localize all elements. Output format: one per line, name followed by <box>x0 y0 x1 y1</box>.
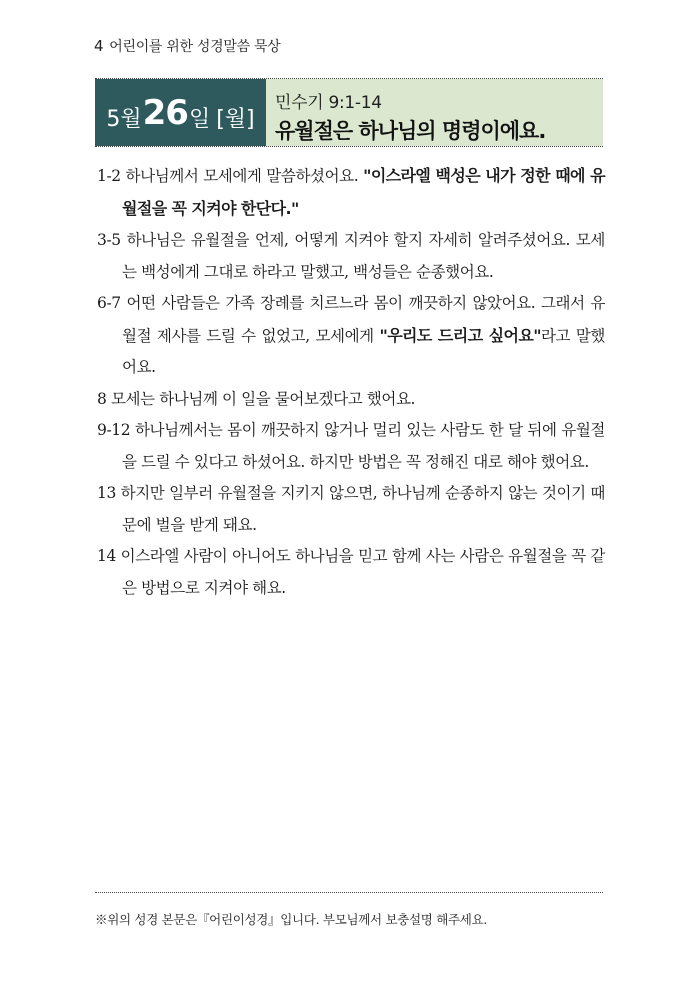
verse-text: 14 이스라엘 사람이 아니어도 하나님을 믿고 함께 사는 사람은 유월절을 꼭 같은 방법으로 지켜야 해요. <box>97 547 605 597</box>
date-day: 26 <box>142 92 188 133</box>
verse-text: 3-5 하나님은 유월절을 언제, 어떻게 지켜야 할지 자세히 알려주셨어요. 모세는 백성에게 그대로 하라고 말했고, 백성들은 순종했어요. <box>97 231 605 281</box>
verse-text: 6-7 어떤 사람들은 가족 장례를 치르느라 몸이 깨끗하지 않았어요. 그래서 유월절 제사를 드릴 수 없었고, 모세에게 <box>97 294 605 345</box>
verse-text: 1-2 하나님께서 모세에게 말씀하셨어요. <box>97 167 364 185</box>
verse-item <box>97 384 605 416</box>
verse-text: 13 하지만 일부러 유월절을 지키지 않으면, 하나님께 순종하지 않는 것이기 때문에 벌을 받게 돼요. <box>97 484 605 534</box>
title-box <box>266 79 603 146</box>
page-number: 4 <box>94 37 104 55</box>
date-day-suffix: 일 <box>188 107 211 132</box>
verse-item <box>97 288 605 384</box>
verse-text-tail: 라고 말했어요. <box>122 326 605 376</box>
verse-quote: "이스라엘 백성은 내가 정한 때에 유월절을 꼭 지켜야 한단다." <box>122 166 605 218</box>
verse-item <box>97 541 605 604</box>
date-weekday: [월] <box>216 107 255 132</box>
date-badge <box>95 79 266 146</box>
verse-item <box>97 478 605 541</box>
page-header <box>94 36 280 56</box>
verse-quote: "우리도 드리고 싶어요" <box>379 325 541 345</box>
verse-item <box>97 160 605 225</box>
verse-list <box>97 160 605 604</box>
book-title: 어린이를 위한 성경말씀 묵상 <box>109 39 281 55</box>
verse-text: 8 모세는 하나님께 이 일을 물어보겠다고 했어요. <box>97 389 416 408</box>
devotion-banner <box>95 78 603 147</box>
devotion-title: 유월절은 하나님의 명령이에요. <box>275 119 546 143</box>
footer-divider <box>95 892 603 893</box>
footer-note: ※위의 성경 본문은『어린이성경』입니다. 부모님께서 보충설명 해주세요. <box>95 912 488 927</box>
verse-item <box>97 225 605 288</box>
scripture-reference: 민수기 9:1-14 <box>275 93 382 113</box>
verse-item <box>97 415 605 478</box>
date-month: 5월 <box>106 107 142 132</box>
verse-text: 9-12 하나님께서는 몸이 깨끗하지 않거나 멀리 있는 사람도 한 달 뒤에 유월절을 드릴 수 있다고 하셨어요. 하지만 방법은 꼭 정해진 대로 해야 했어요. <box>97 421 605 471</box>
